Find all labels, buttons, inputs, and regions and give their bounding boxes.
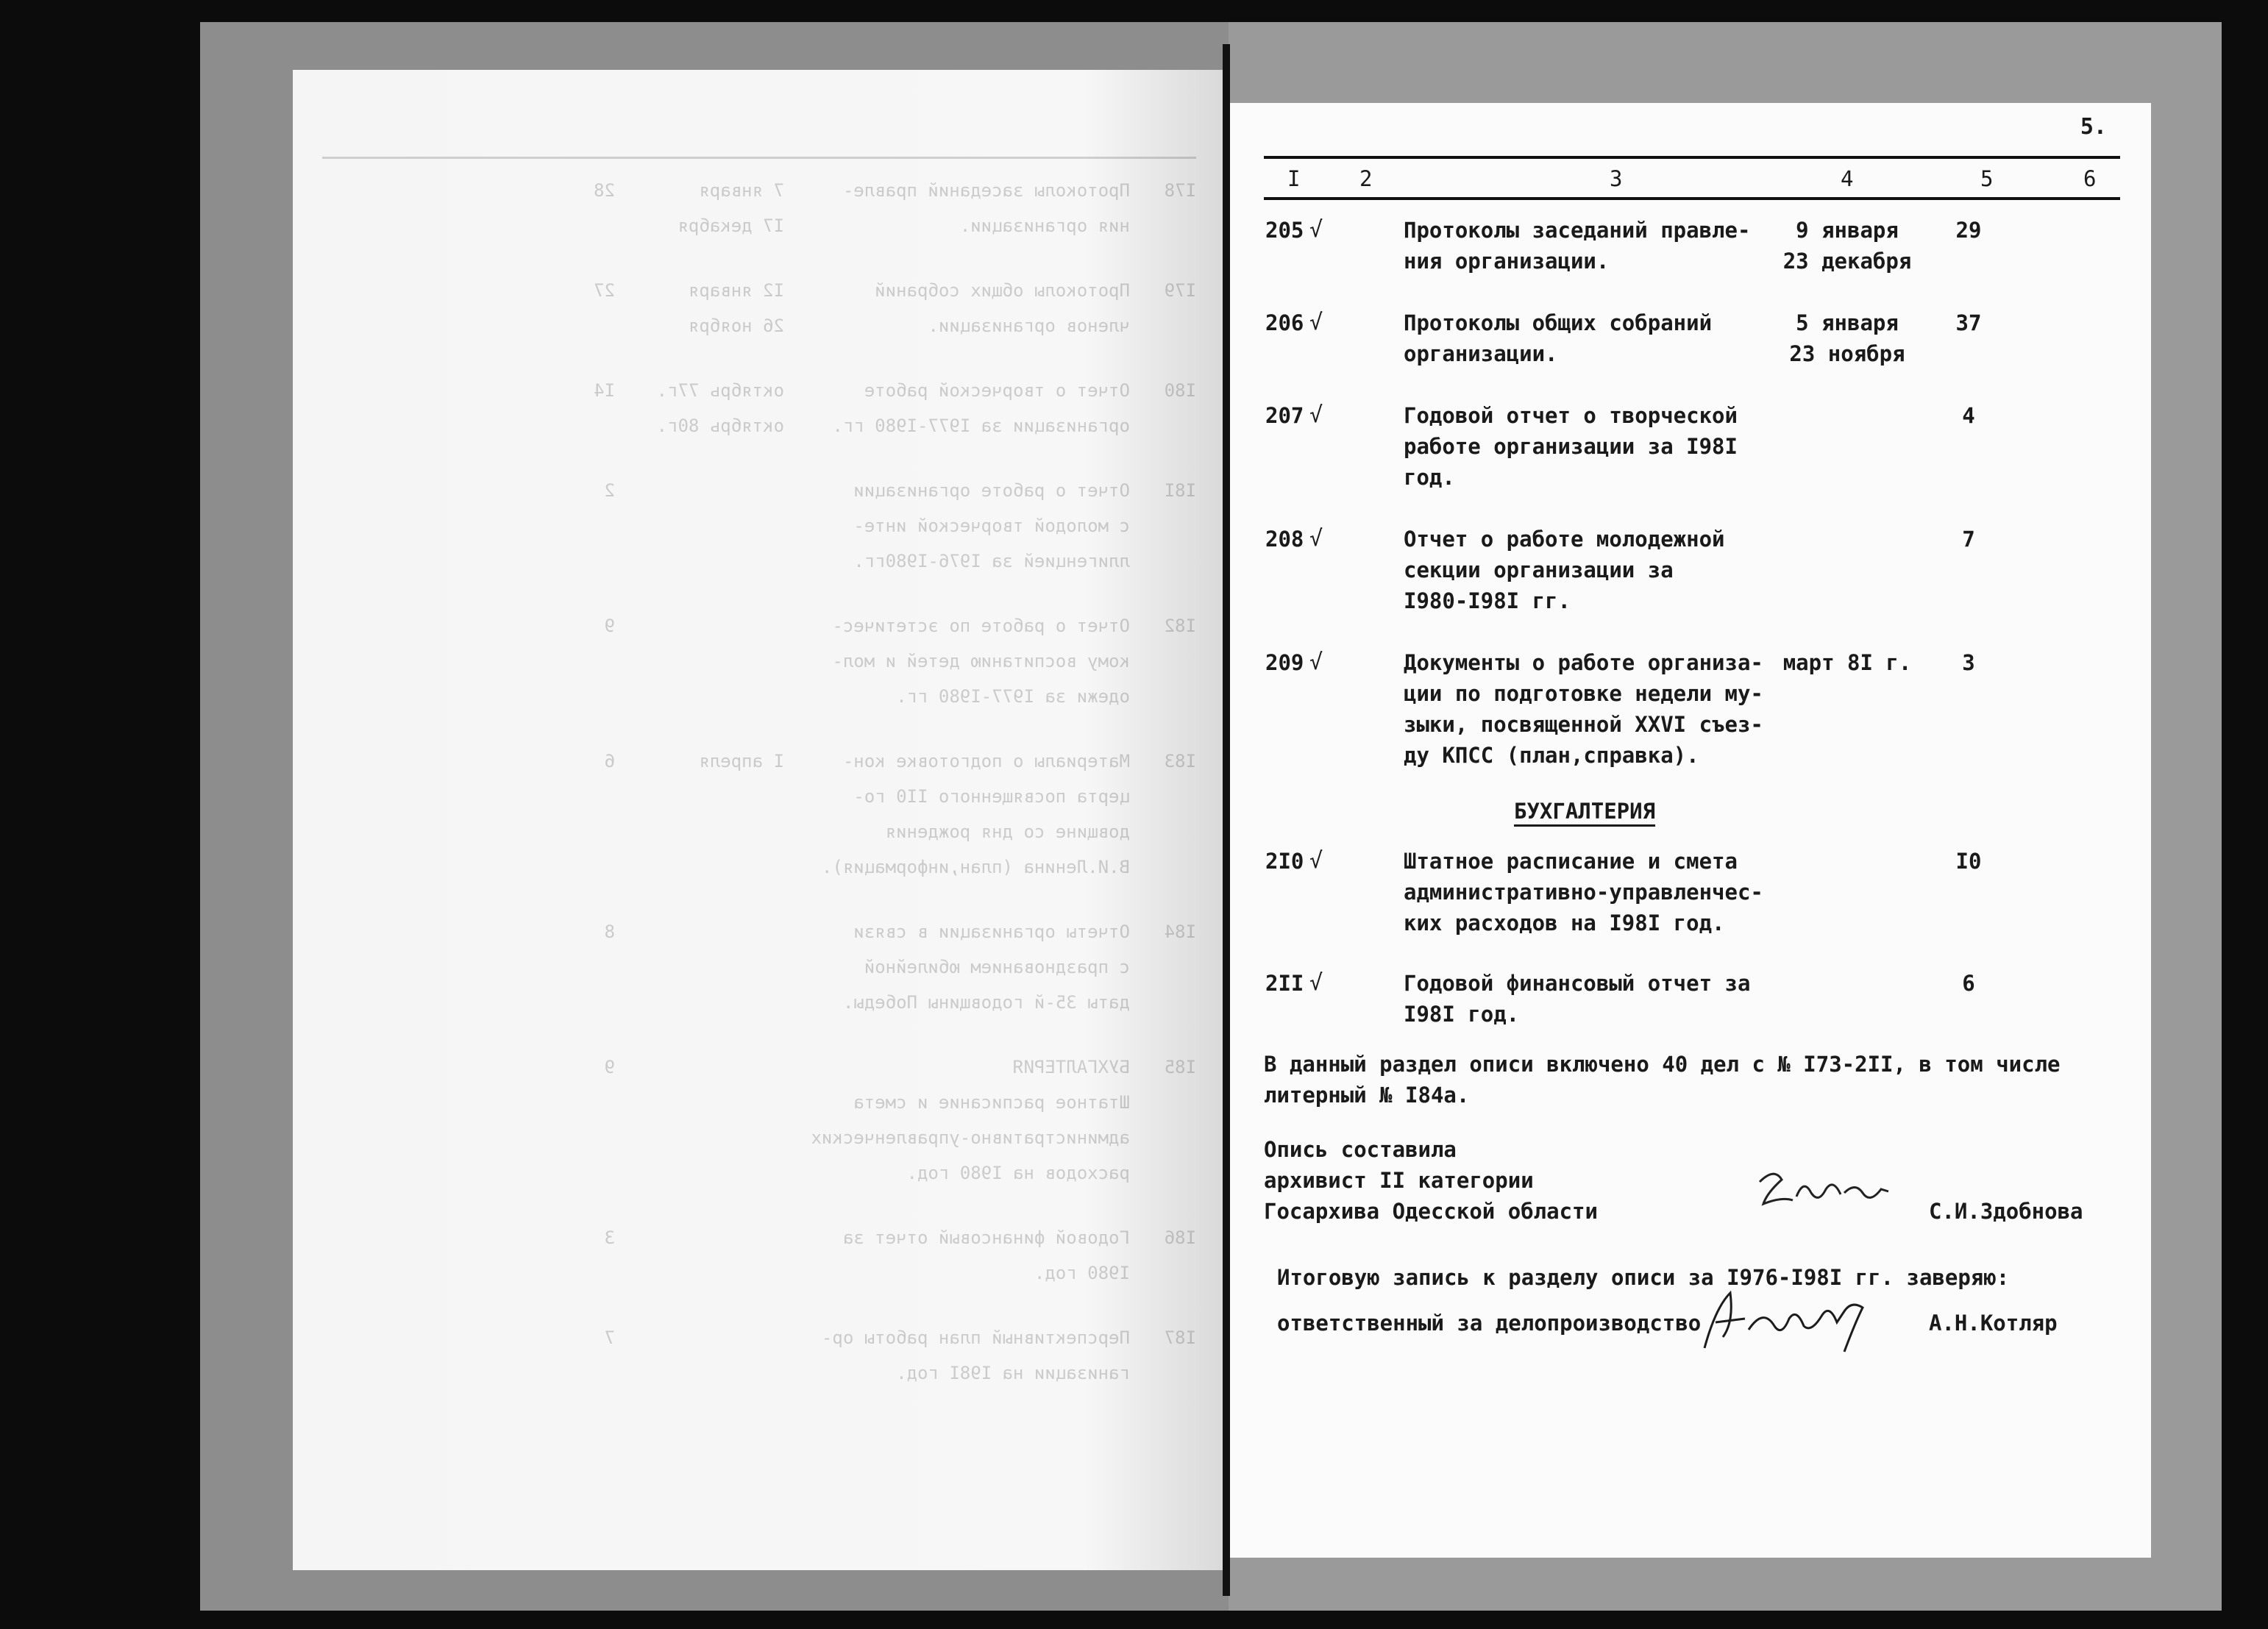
bleed-row-date-line: I апреля (699, 751, 784, 771)
column-header-6: 6 (2083, 166, 2097, 191)
check-mark: √ (1309, 970, 1323, 996)
bleed-row-title-line: организации за I977-I980 гг. (832, 416, 1130, 436)
summary-line-1: В данный раздел описи включено 40 дел с № I73-2II, в том числе (1264, 1052, 2061, 1077)
bleed-through-text (293, 70, 1226, 1570)
bleed-header-rule (322, 157, 1196, 159)
column-header-3: 3 (1610, 166, 1623, 191)
compiler-line-1: Опись составила (1264, 1137, 1457, 1162)
certifier-name: А.Н.Котляр (1929, 1311, 2058, 1336)
row-number: 208 (1265, 527, 1304, 552)
bleed-row-sheet-count: 2 (604, 480, 615, 501)
bleed-row-sheet-count: 3 (604, 1227, 615, 1248)
bleed-row-date-line: октябрь 77г. (656, 380, 784, 401)
row-title (1404, 968, 1771, 1030)
bleed-row-sheet-count: I4 (594, 380, 615, 401)
bleed-row-date-line: 7 января (699, 180, 784, 201)
row-title (1404, 307, 1771, 369)
bleed-row-sheet-count: 8 (604, 922, 615, 942)
row-date-line: 5 января (1796, 310, 1899, 335)
row-number: 209 (1265, 650, 1304, 675)
compiler-line-3: Госархива Одесской области (1264, 1199, 1598, 1224)
row-sheet-count: 4 (1962, 403, 1975, 428)
bleed-row-sheet-count: 9 (604, 616, 615, 636)
bleed-row-title-line: I980 год. (1034, 1263, 1130, 1283)
bleed-row-sheet-count: 28 (594, 180, 615, 201)
row-title-line: организации. (1404, 341, 1558, 366)
row-sheet-count: 3 (1962, 650, 1975, 675)
bleed-row-title-line: Протоколы заседаний правле- (842, 180, 1130, 201)
row-title (1404, 524, 1771, 616)
compiler-line-2: архивист II категории (1264, 1168, 1534, 1193)
bleed-row-title-line: церта посвященного II0 го- (853, 786, 1130, 807)
column-header-4: 4 (1841, 166, 1854, 191)
row-number: 2II (1265, 971, 1304, 996)
row-title (1404, 215, 1771, 277)
bleed-row-number: I82 (1164, 616, 1196, 636)
certifier-signature (1693, 1278, 1885, 1359)
bleed-row-number: I80 (1164, 380, 1196, 401)
summary-paragraph (1264, 1049, 2110, 1111)
table-header-rule (1264, 197, 2120, 200)
left-page (293, 70, 1226, 1570)
row-title-line: ции по подготовке недели му- (1404, 681, 1763, 706)
row-title-line: ких расходов на I98I год. (1404, 910, 1725, 935)
bleed-row-title-line: с молодой творческой инте- (853, 516, 1130, 536)
row-title-line: Протоколы общих собраний (1404, 310, 1713, 335)
bleed-row-number: I85 (1164, 1057, 1196, 1077)
bleed-row-date-line: I7 декабря (678, 215, 784, 236)
bleed-row-title-line: ганизации на I98I год. (896, 1363, 1130, 1383)
row-date-line: 23 ноября (1789, 341, 1905, 366)
row-title-line: ния организации. (1404, 249, 1610, 274)
row-title-line: Годовой отчет о творческой (1404, 403, 1738, 428)
bleed-row-title-line: Отчет о работе по эстетичес- (832, 616, 1130, 636)
check-mark: √ (1309, 649, 1323, 675)
summary-line-2: литерный № I84а. (1264, 1083, 1470, 1108)
check-mark: √ (1309, 217, 1323, 243)
row-number: 205 (1265, 218, 1304, 243)
row-date-line: март 8I г. (1782, 650, 1912, 675)
bleed-row-date-line: I2 января (688, 280, 784, 301)
bleed-row-number: I84 (1164, 922, 1196, 942)
row-number: 206 (1265, 310, 1304, 335)
check-mark: √ (1309, 402, 1323, 428)
bleed-row-number: I8I (1164, 480, 1196, 501)
row-title-line: год. (1404, 465, 1455, 490)
bleed-row-title-line: ллигенцией за I976-I980гг. (853, 551, 1130, 571)
row-number: 207 (1265, 403, 1304, 428)
certification-role: ответственный за делопроизводство (1277, 1311, 1702, 1336)
book-spine (1223, 44, 1230, 1596)
column-header-2: 2 (1359, 166, 1373, 191)
row-title (1404, 647, 1771, 771)
bleed-row-date-line: октябрь 80г. (656, 416, 784, 436)
row-dates (1777, 215, 1917, 277)
row-number: 2I0 (1265, 849, 1304, 874)
bleed-row-title-line: БУХГАЛТЕРИЯ (1013, 1057, 1130, 1077)
bleed-row-sheet-count: 7 (604, 1327, 615, 1348)
bleed-row-number: I86 (1164, 1227, 1196, 1248)
row-sheet-count: I0 (1955, 849, 1982, 874)
row-dates (1777, 307, 1917, 369)
table-top-rule (1264, 156, 2120, 159)
bleed-row-title-line: Перспективный план работы ор- (821, 1327, 1130, 1348)
row-title-line: I980-I98I гг. (1404, 588, 1571, 613)
column-header-1: I (1287, 166, 1301, 191)
row-dates (1777, 647, 1917, 678)
row-sheet-count: 6 (1962, 971, 1975, 996)
row-title-line: ду КПСС (план,справка). (1404, 743, 1699, 768)
row-title-line: работе организации за I98I (1404, 434, 1738, 459)
bleed-row-sheet-count: 6 (604, 751, 615, 771)
bleed-row-title-line: Отчет о работе организации (853, 480, 1130, 501)
bleed-row-title-line: даты 35-й годовщины Победы. (842, 992, 1130, 1013)
row-title-line: Протоколы заседаний правле- (1404, 218, 1751, 243)
row-title-line: Годовой финансовый отчет за (1404, 971, 1751, 996)
bleed-row-title-line: довщине со дня рождения (885, 821, 1130, 842)
right-page (1230, 103, 2151, 1558)
row-title (1404, 846, 1771, 938)
row-title-line: административно-управленчес- (1404, 880, 1763, 905)
check-mark: √ (1309, 310, 1323, 335)
bleed-row-sheet-count: 27 (594, 280, 615, 301)
column-header-5: 5 (1980, 166, 1994, 191)
bleed-row-title-line: В.И.Ленина (план,информация). (821, 857, 1130, 877)
check-mark: √ (1309, 526, 1323, 552)
certification-line: Итоговую запись к разделу описи за I976-I98I гг. заверяю: (1277, 1265, 2010, 1290)
row-title-line: Штатное расписание и смета (1404, 849, 1738, 874)
bleed-row-title-line: Штатное расписание и смета (853, 1092, 1130, 1113)
section-heading: БУХГАЛТЕРИЯ (1514, 799, 1656, 824)
bleed-row-title-line: Материалы о подготовке кон- (842, 751, 1130, 771)
row-title (1404, 400, 1771, 493)
row-sheet-count: 37 (1955, 310, 1982, 335)
bleed-row-sheet-count: 9 (604, 1057, 615, 1077)
bleed-row-title-line: Отчеты организации в связи (853, 922, 1130, 942)
bleed-row-number: I78 (1164, 180, 1196, 201)
bleed-row-number: I83 (1164, 751, 1196, 771)
row-sheet-count: 29 (1955, 218, 1982, 243)
bleed-row-title-line: Годовой финансовый отчет за (842, 1227, 1130, 1248)
bleed-row-title-line: ния организации. (959, 215, 1130, 236)
bleed-row-date-line: 26 ноября (688, 316, 784, 336)
row-title-line: зыки, посвященной XXVI съез- (1404, 712, 1763, 737)
bleed-row-title-line: Протоколы общих собраний (875, 280, 1130, 301)
bleed-row-title-line: Отчет о творческой работе (864, 380, 1130, 401)
compiler-signature (1752, 1163, 1899, 1222)
bleed-row-title-line: одежи за I977-I980 гг. (896, 686, 1130, 707)
bleed-row-title-line: расходов на I980 год. (906, 1163, 1130, 1183)
bleed-row-number: I87 (1164, 1327, 1196, 1348)
row-date-line: 23 декабря (1782, 249, 1912, 274)
row-title-line: I98I год. (1404, 1002, 1520, 1027)
check-mark: √ (1309, 848, 1323, 874)
row-date-line: 9 января (1796, 218, 1899, 243)
row-sheet-count: 7 (1962, 527, 1975, 552)
bleed-row-title-line: с празднованием юбилейной (864, 957, 1130, 977)
row-title-line: Отчет о работе молодежной (1404, 527, 1725, 552)
bleed-row-title-line: кому воспитанию детей и мол- (832, 651, 1130, 671)
page-number: 5. (2080, 114, 2107, 140)
bleed-row-number: I79 (1164, 280, 1196, 301)
compiler-name: С.И.Здобнова (1929, 1199, 2083, 1224)
bleed-row-title-line: административно-управленческих (811, 1127, 1130, 1148)
row-title-line: Документы о работе организа- (1404, 650, 1763, 675)
bleed-row-title-line: членов организации. (928, 316, 1130, 336)
row-title-line: секции организации за (1404, 557, 1674, 582)
